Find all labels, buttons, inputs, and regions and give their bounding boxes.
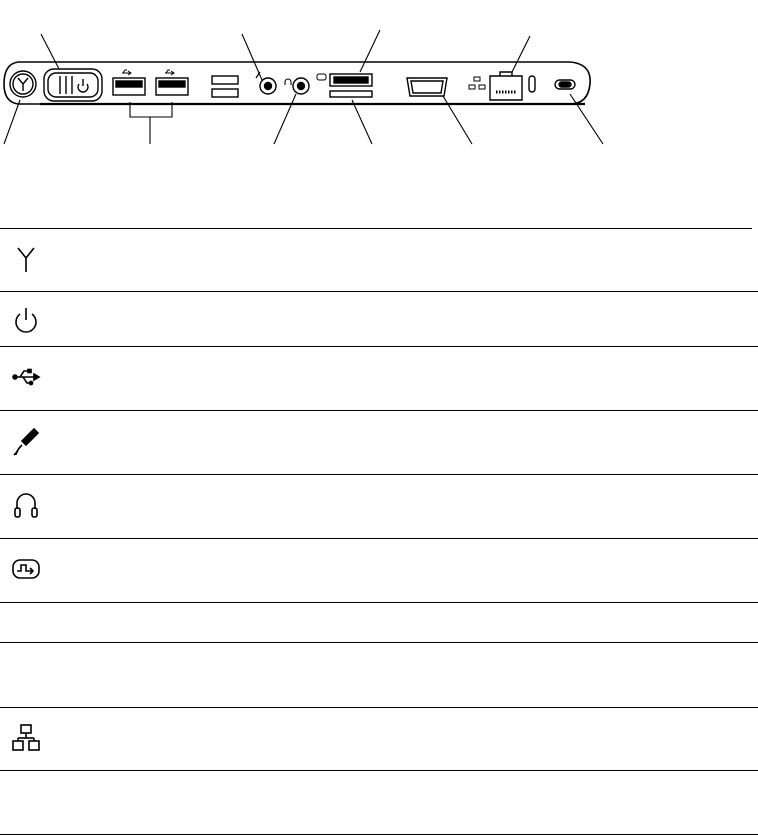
legend-row	[0, 475, 758, 539]
legend-row	[0, 771, 758, 835]
expresscard-icon	[10, 553, 42, 585]
wireless-antenna-icon	[10, 242, 42, 274]
laptop-side-diagram	[0, 0, 758, 200]
legend-row	[0, 411, 758, 475]
legend-row	[0, 603, 758, 643]
legend-row	[0, 708, 758, 771]
legend-row	[0, 539, 758, 603]
port-legend-table	[0, 228, 758, 835]
legend-row	[0, 643, 758, 708]
power-icon	[10, 304, 42, 336]
headphones-icon	[10, 489, 42, 521]
legend-row	[0, 228, 758, 292]
usb-icon	[10, 361, 42, 393]
microphone-icon	[10, 425, 42, 457]
legend-row	[0, 347, 758, 411]
network-icon	[10, 722, 42, 754]
legend-row	[0, 292, 758, 347]
